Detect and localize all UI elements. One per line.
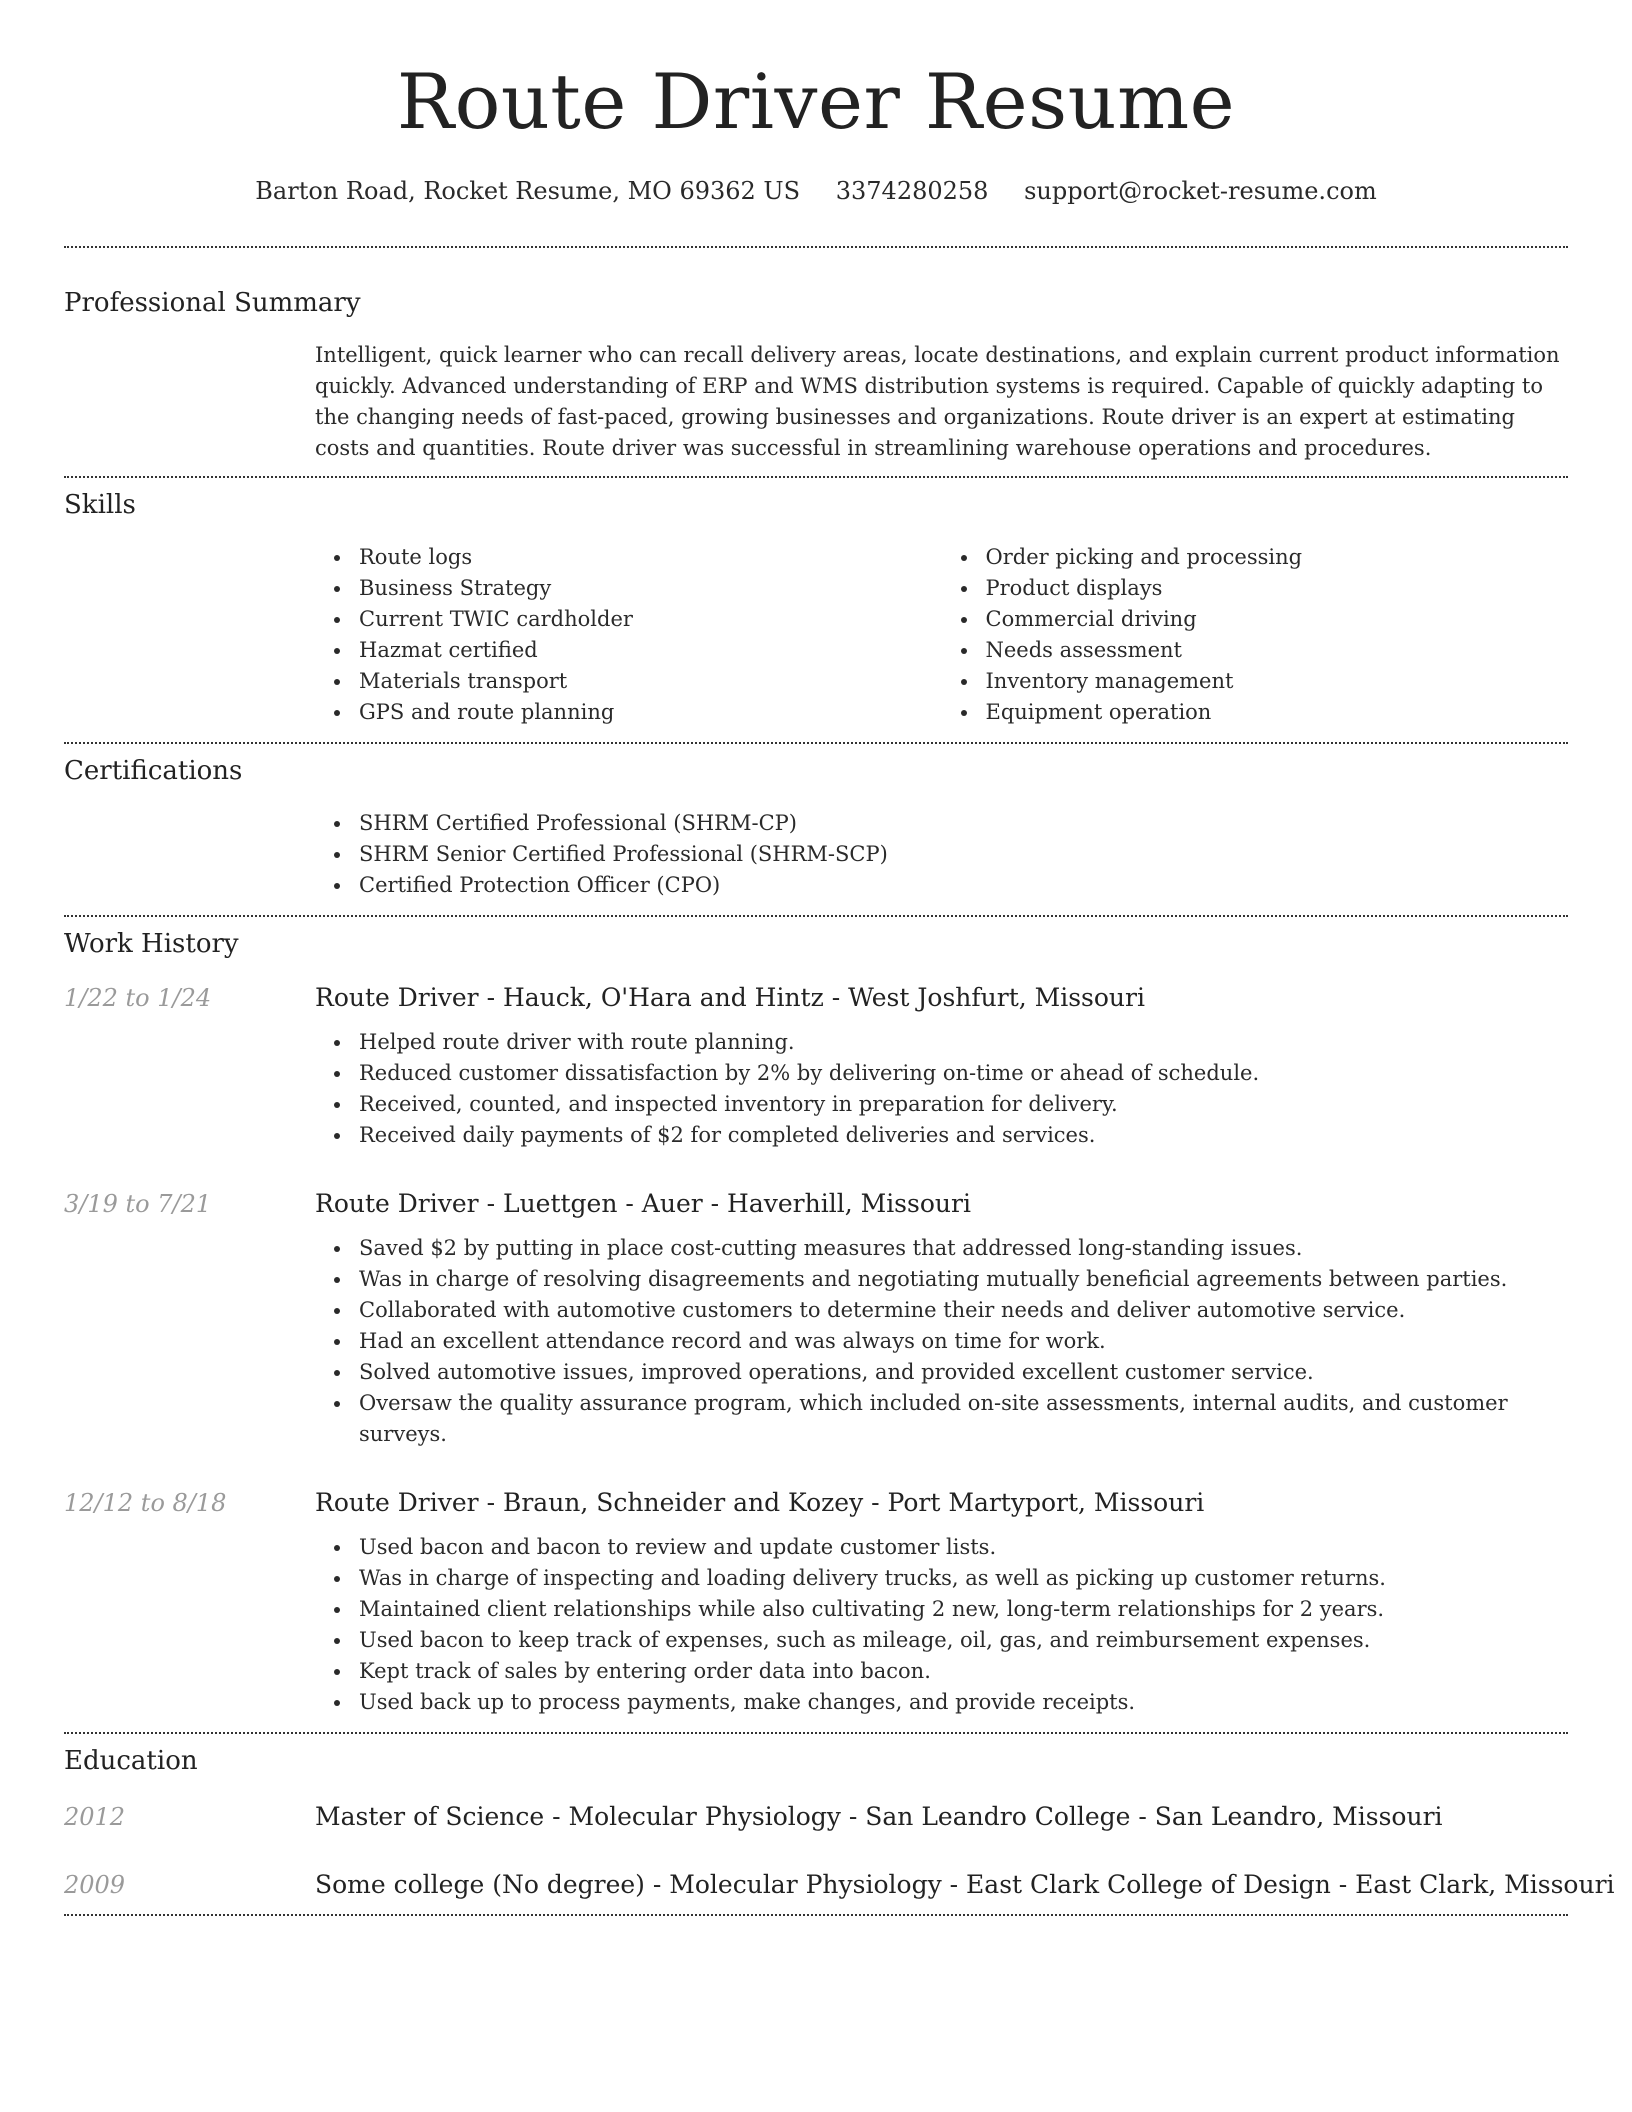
divider (64, 1914, 1568, 1916)
list-item: Kept track of sales by entering order data into bacon. (359, 1656, 1568, 1687)
education-title: Some college (No degree) - Molecular Physiology - East Clark College of Design - East Clark, Missouri (315, 1870, 1615, 1899)
list-item: Used back up to process payments, make changes, and provide receipts. (359, 1687, 1568, 1718)
education-entry (64, 1800, 1568, 1834)
section-heading-work: Work History (64, 929, 239, 959)
job-header (64, 981, 1568, 1015)
list-item: Current TWIC cardholder (359, 604, 942, 635)
certifications-section (64, 744, 1568, 915)
list-item: Oversaw the quality assurance program, which included on-site assessments, internal audits, and customer surveys. (359, 1388, 1568, 1450)
job-dates: 3/19 to 7/21 (64, 1190, 212, 1218)
education-year: 2012 (64, 1803, 126, 1831)
contact-phone: 3374280258 (835, 177, 989, 205)
list-item: Certified Protection Officer (CPO) (359, 870, 1568, 901)
contact-email[interactable]: support@rocket-resume.com (1024, 177, 1377, 205)
list-item: Order picking and processing (986, 542, 1569, 573)
list-item: Had an excellent attendance record and was always on time for work. (359, 1326, 1568, 1357)
section-heading-certifications: Certifications (64, 756, 243, 786)
job-bullets (315, 1532, 1568, 1718)
list-item: Business Strategy (359, 573, 942, 604)
list-item: Was in charge of inspecting and loading delivery trucks, as well as picking up customer returns. (359, 1563, 1568, 1594)
job-entry (64, 981, 1568, 1151)
list-item: Was in charge of resolving disagreements and negotiating mutually beneficial agreements between parties. (359, 1264, 1568, 1295)
job-header (64, 1187, 1568, 1221)
list-item: Saved $2 by putting in place cost-cutting measures that addressed long-standing issues. (359, 1233, 1568, 1264)
list-item: Used bacon to keep track of expenses, such as mileage, oil, gas, and reimbursement expenses. (359, 1625, 1568, 1656)
job-entry (64, 1486, 1568, 1732)
job-header (64, 1486, 1568, 1520)
list-item: Hazmat certified (359, 635, 942, 666)
job-title: Route Driver - Hauck, O'Hara and Hintz - West Joshfurt, Missouri (315, 983, 1145, 1012)
list-item: Solved automotive issues, improved operations, and provided excellent customer service. (359, 1357, 1568, 1388)
list-item: Maintained client relationships while also cultivating 2 new, long-term relationships for 2 years. (359, 1594, 1568, 1625)
job-bullets (315, 1233, 1568, 1450)
summary-section (64, 248, 1568, 476)
job-title: Route Driver - Braun, Schneider and Kozey - Port Martyport, Missouri (315, 1488, 1205, 1517)
list-item: Received, counted, and inspected inventory in preparation for delivery. (359, 1089, 1568, 1120)
education-entry (64, 1868, 1615, 1914)
list-item: Product displays (986, 573, 1569, 604)
skills-list-left (315, 542, 942, 728)
certifications-list (315, 808, 1568, 901)
job-entry (64, 1187, 1568, 1450)
list-item: Materials transport (359, 666, 942, 697)
resume-page (64, 0, 1615, 1916)
job-dates: 1/22 to 1/24 (64, 984, 212, 1012)
list-item: Received daily payments of $2 for completed deliveries and services. (359, 1120, 1568, 1151)
skills-section (64, 478, 1568, 742)
skills-columns (315, 542, 1568, 742)
list-item: Reduced customer dissatisfaction by 2% by delivering on-time or ahead of schedule. (359, 1058, 1568, 1089)
summary-body (315, 340, 1568, 476)
contact-line (64, 174, 1568, 208)
certifications-body (315, 808, 1568, 915)
list-item: Commercial driving (986, 604, 1569, 635)
list-item: Helped route driver with route planning. (359, 1027, 1568, 1058)
summary-text: Intelligent, quick learner who can recall delivery areas, locate destinations, and explain current product information quickly. Advanced understanding of ERP and WMS distribution systems is required. Capable of quickly adapting to the changing needs of fast-paced, growing businesses and organizations. Route driver is an expert at estimating costs and quantities. Route driver was successful in streamlining warehouse operations and procedures. (315, 343, 1560, 460)
section-heading-education: Education (64, 1746, 198, 1776)
list-item: Inventory management (986, 666, 1569, 697)
skills-list-right (942, 542, 1569, 728)
education-section (64, 1734, 1615, 1914)
list-item: Route logs (359, 542, 942, 573)
contact-address: Barton Road, Rocket Resume, MO 69362 US (255, 177, 801, 205)
list-item: SHRM Senior Certified Professional (SHRM-SCP) (359, 839, 1568, 870)
job-title: Route Driver - Luettgen - Auer - Haverhill, Missouri (315, 1189, 971, 1218)
work-history-section (64, 917, 1568, 1732)
resume-title: Route Driver Resume (396, 57, 1236, 146)
job-bullets (315, 1027, 1568, 1151)
list-item: Equipment operation (986, 697, 1569, 728)
section-heading-skills: Skills (64, 490, 136, 520)
list-item: Used bacon and bacon to review and update customer lists. (359, 1532, 1568, 1563)
education-year: 2009 (64, 1871, 126, 1899)
job-dates: 12/12 to 8/18 (64, 1489, 227, 1517)
list-item: Collaborated with automotive customers to determine their needs and deliver automotive service. (359, 1295, 1568, 1326)
education-title: Master of Science - Molecular Physiology - San Leandro College - San Leandro, Missouri (315, 1802, 1443, 1831)
list-item: GPS and route planning (359, 697, 942, 728)
list-item: Needs assessment (986, 635, 1569, 666)
section-heading-summary: Professional Summary (64, 288, 361, 318)
list-item: SHRM Certified Professional (SHRM-CP) (359, 808, 1568, 839)
